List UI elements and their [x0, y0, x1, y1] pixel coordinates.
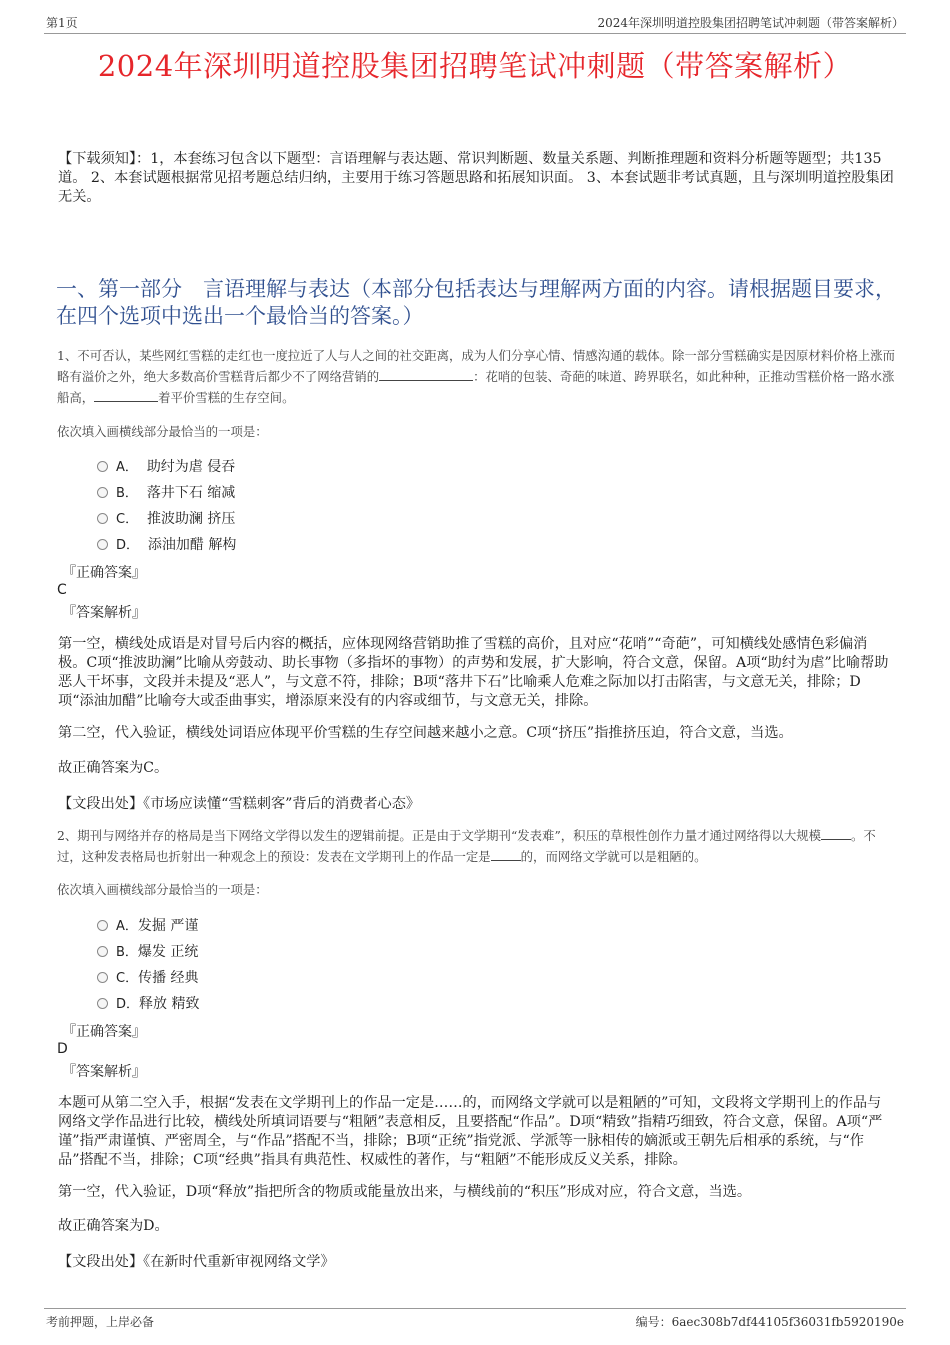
option-letter: A． [116, 919, 138, 934]
download-notice: 【下载须知】：1，本套练习包含以下题型：言语理解与表达题、常识判断题、数量关系题、判断推理题和资料分析题等题型；共135道。 2、本套试题根据常见招考题总结归纳，主要用于练习答题思路和拓展知识面。 3、本套试题非考试真题，且与深圳明道控股集团无关。 [58, 151, 894, 205]
radio-icon[interactable] [97, 513, 108, 524]
footer-slogan: 考前押题，上岸必备 [46, 1315, 155, 1329]
radio-icon[interactable] [97, 539, 108, 550]
question-2-text-part: 的，而网络文学就可以是粗陋的。 [520, 849, 707, 864]
analysis-paragraph: 故正确答案为C。 [58, 760, 169, 776]
fill-blank [821, 839, 851, 840]
radio-icon[interactable] [97, 946, 108, 957]
answer-label: 『正确答案』 [62, 1024, 146, 1040]
option-text: 落井下石 缩减 [146, 485, 236, 501]
question-2-option-c[interactable] [97, 967, 199, 987]
radio-icon[interactable] [97, 920, 108, 931]
question-1-option-b[interactable] [97, 482, 235, 502]
question-1-text-part: 1、不可否认，某些网红雪糕的走红也一度拉近了人与人之间的社交距离，成为人们分享心情、情感沟通的载体。除一部分雪糕确实是因原材料价格上涨而略有溢价之外，绝大多数高价雪糕背后都少不了网络营销的 [57, 348, 896, 384]
question-2-text-part: 2、期刊与网络并存的格局是当下网络文学得以发生的逻辑前提。正是由于文学期刊“发表难”，积压的草根性创作力量才通过网络得以大规模 [57, 828, 821, 843]
option-text: 推波助澜 挤压 [146, 511, 236, 527]
analysis-paragraph: 故正确答案为D。 [58, 1218, 169, 1234]
question-1-prompt: 依次填入画横线部分最恰当的一项是： [57, 424, 268, 439]
radio-icon[interactable] [97, 998, 108, 1009]
fill-blank [94, 401, 158, 402]
question-1-text-part: ：花哨的包装、奇葩的味道、跨界联名，如此种种，正推动雪糕价格一路水涨船高， [57, 369, 895, 405]
analysis-paragraph: 本题可从第二空入手，根据“发表在文学期刊上的作品一定是……的，而网络文学就可以是粗陋的”可知，文段将文学期刊上的作品与网络文学作品进行比较，横线处所填词语要与“粗陋”表意相反，且要搭配“作品”。D项“精致”指精巧细致，符合文意，保留。A项“严谨”指严肃谨慎、严密周全，与“作品”搭配不当，排除；B项“正统”指党派、学派等一脉相传的嫡派或王朝先后相承的系统，与“作品”搭配不当，排除；C项“经典”指具有典范性、权威性的著作，与“粗陋”不能形成反义关系，排除。 [58, 1095, 883, 1168]
option-letter: D． [116, 538, 140, 553]
analysis-paragraph: 第一空，代入验证，D项“释放”指把所含的物质或能量放出来，与横线前的“积压”形成对应，符合文意，当选。 [58, 1184, 752, 1200]
option-letter: B． [116, 486, 138, 501]
question-2-text [57, 825, 897, 867]
option-text: 助纣为虐 侵吞 [146, 459, 236, 475]
footer-divider [44, 1308, 906, 1309]
analysis-paragraph: 第二空，代入验证，横线处词语应体现平价雪糕的生存空间越来越小之意。C项“挤压”指推挤压迫，符合文意，当选。 [58, 725, 793, 741]
option-letter: B． [116, 945, 138, 960]
question-1-text-part: 着平价雪糕的生存空间。 [158, 390, 295, 405]
source-citation: 【文段出处】《市场应读懂“雪糕刺客”背后的消费者心态》 [58, 796, 421, 812]
header-doc-title: 2024年深圳明道控股集团招聘笔试冲刺题（带答案解析） [597, 16, 904, 30]
question-2-prompt: 依次填入画横线部分最恰当的一项是： [57, 882, 268, 897]
radio-icon[interactable] [97, 487, 108, 498]
question-1-option-c[interactable] [97, 508, 235, 528]
option-letter: D． [116, 997, 140, 1012]
option-text: 传播 经典 [138, 970, 199, 986]
answer-value: D [57, 1041, 68, 1057]
source-citation: 【文段出处】《在新时代重新审视网络文学》 [58, 1254, 335, 1270]
header-divider [44, 33, 906, 34]
fill-blank [379, 380, 473, 381]
question-1-option-d[interactable] [97, 534, 236, 554]
option-letter: C． [116, 512, 139, 527]
question-2-option-a[interactable] [97, 915, 198, 935]
page-number: 第1页 [46, 16, 78, 30]
option-text: 发掘 严谨 [137, 918, 199, 934]
option-text: 爆发 正统 [137, 944, 199, 960]
question-2-option-d[interactable] [97, 993, 199, 1013]
document-id: 编号：6aec308b7df44105f36031fb5920190e [635, 1315, 904, 1329]
radio-icon[interactable] [97, 461, 108, 472]
option-text: 添油加醋 解构 [147, 537, 237, 553]
answer-label: 『正确答案』 [62, 565, 146, 581]
question-1-option-a[interactable] [97, 456, 235, 476]
question-2-option-b[interactable] [97, 941, 198, 961]
radio-icon[interactable] [97, 972, 108, 983]
question-2-text-part: 。不过，这种发表格局也折射出一种观念上的预设：发表在文学期刊上的作品一定是 [57, 828, 876, 864]
fill-blank [491, 860, 521, 861]
page-title: 2024年深圳明道控股集团招聘笔试冲刺题（带答案解析） [97, 49, 853, 83]
analysis-label: 『答案解析』 [62, 605, 146, 621]
option-letter: A． [116, 460, 138, 475]
option-letter: C． [116, 971, 139, 986]
analysis-paragraph: 第一空，横线处成语是对冒号后内容的概括，应体现网络营销助推了雪糕的高价，且对应“花哨”“奇葩”，可知横线处感情色彩偏消极。C项“推波助澜”比喻从旁鼓动、助长事物（多指坏的事物）的声势和发展，扩大影响，符合文意，保留。A项“助纣为虐”比喻帮助恶人干坏事，文段并未提及“恶人”，与文意不符，排除；B项“落井下石”比喻乘人危难之际加以打击陷害，与文意无关，排除；D项“添油加醋”比喻夸大或歪曲事实，增添原来没有的内容或细节，与文意无关，排除。 [58, 636, 889, 709]
option-text: 释放 精致 [139, 996, 200, 1012]
analysis-label: 『答案解析』 [62, 1064, 146, 1080]
answer-value: C [57, 582, 67, 598]
question-1-text [57, 345, 897, 408]
section-heading: 一、第一部分 言语理解与表达（本部分包括表达与理解两方面的内容。请根据题目要求，在四个选项中选出一个最恰当的答案。） [56, 277, 896, 328]
